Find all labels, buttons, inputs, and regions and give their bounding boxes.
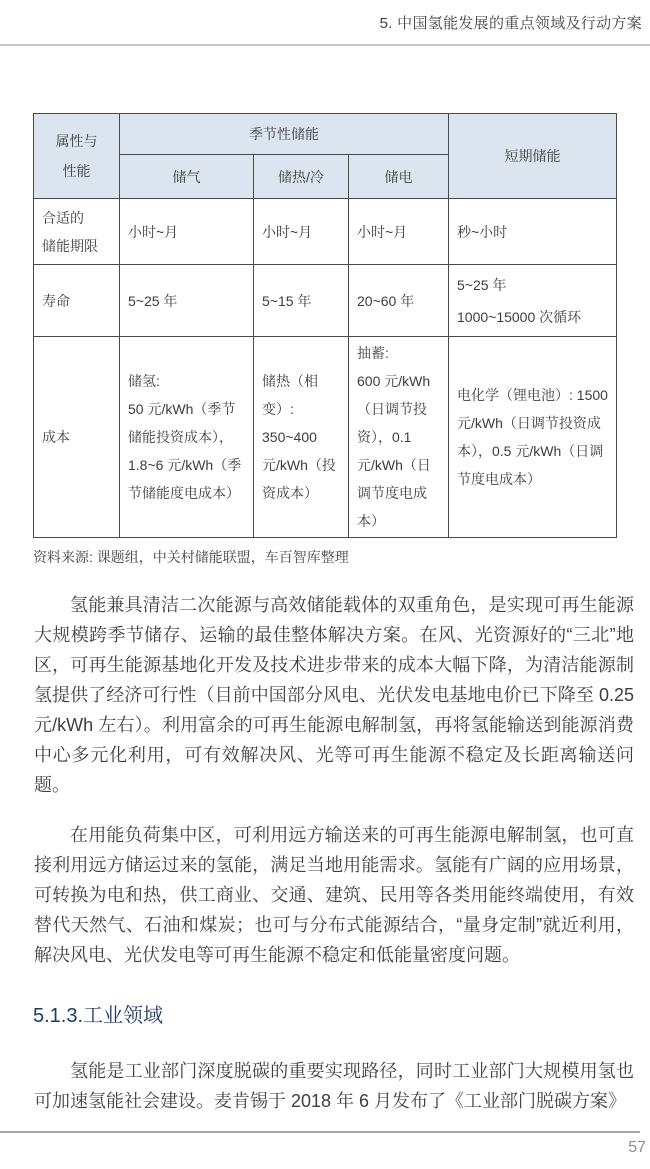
cell-duration-gas: 小时~月 [120,199,254,265]
page-number: 57 [628,1139,646,1156]
cell-lifetime-short-term-line1: 5~25 年 [457,276,507,293]
row-label-lifetime: 寿命 [34,265,120,337]
cell-lifetime-short-term-line2: 1000~15000 次循环 [457,308,582,325]
footer-rule [0,1131,640,1133]
header-gas-storage: 储气 [120,155,254,199]
cell-cost-electric-detail: 600 元/kWh（日调节投资），0.1 元/kWh（日调节度电成本） [357,373,431,529]
chapter-title: 5. 中国氢能发展的重点领域及行动方案 [379,15,642,32]
table-row-lifetime [34,265,617,337]
cell-cost-electric-title: 抽蓄: [357,345,389,361]
page-content [33,113,634,1116]
header-seasonal-storage: 季节性储能 [120,114,449,155]
cell-lifetime-electric: 20~60 年 [349,265,449,337]
header-rule [0,44,650,46]
cell-cost-heat-title: 储热（相变）: [262,373,318,417]
paragraph-hydrogen-dual-role: 氢能兼具清洁二次能源与高效储能载体的双重角色，是实现可再生能源大规模跨季节储存、运输的最佳整体解决方案。在风、光资源好的“三北”地区，可再生能源基地化开发及技术进步带来的成本大幅下降，为清洁能源制氢提供了经济可行性（目前中国部分风电、光伏发电基地电价已下降至 0.25 元/kWh 左右）。利用富余的可再生能源电解制氢，再将氢能输送到能源消费中心多元化利用，可有效解决风、光等可再生能源不稳定及长距离输送问题。 [34,595,634,795]
header-short-term-storage: 短期储能 [449,114,617,199]
cell-cost-gas [120,337,254,538]
header-electric-storage: 储电 [349,155,449,199]
paragraph-load-center: 在用能负荷集中区，可利用远方输送来的可再生能源电解制氢，也可直接利用远方储运过来的氢能，满足当地用能需求。氢能有广阔的应用场景，可转换为电和热，供工商业、交通、建筑、民用等各类用能终端使用，有效替代天然气、石油和煤炭；也可与分布式能源结合，“量身定制”就近利用，解决风电、光伏发电等可再生能源不稳定和低能量密度问题。 [34,825,634,965]
header-attribute [34,114,120,199]
page-running-header [0,0,650,33]
header-heat-storage: 储热/冷 [254,155,349,199]
table-header-group-row [34,114,617,155]
energy-storage-comparison-table [33,113,617,538]
cell-cost-gas-detail: 50 元/kWh（季节储能投资成本），1.8~6 元/kWh（季节储能度电成本） [128,401,242,501]
cell-cost-short-term: 电化学（锂电池）: 1500 元/kWh（日调节投资成本），0.5 元/kWh（日调节度电成本） [449,337,617,538]
table-row-duration [34,199,617,265]
cell-cost-heat [254,337,349,538]
cell-cost-gas-title: 储氢: [128,373,160,389]
table-row-cost [34,337,617,538]
paragraph-industry-decarbonization: 氢能是工业部门深度脱碳的重要实现路径，同时工业部门大规模用氢也可加速氢能社会建设。麦肯锡于 2018 年 6 月发布了《工业部门脱碳方案》 [34,1061,634,1111]
table-source-note: 资料来源: 课题组，中关村储能联盟，车百智库整理 [33,549,349,565]
header-attribute-line1: 属性与 [55,133,98,149]
cell-lifetime-short-term [449,265,617,337]
header-attribute-line2: 性能 [62,163,91,179]
cell-lifetime-heat: 5~15 年 [254,265,349,337]
cell-cost-electric [349,337,449,538]
cell-duration-electric: 小时~月 [349,199,449,265]
cell-duration-short-term: 秒~小时 [449,199,617,265]
row-label-cost: 成本 [34,337,120,538]
section-heading-industry: 5.1.3.工业领域 [33,1005,164,1027]
row-label-duration [34,199,120,265]
row-label-duration-line1: 合适的 [42,209,84,226]
cell-duration-heat: 小时~月 [254,199,349,265]
row-label-duration-line2: 储能期限 [42,237,98,254]
cell-cost-heat-detail: 350~400 元/kWh（投资成本） [262,429,336,501]
cell-lifetime-gas: 5~25 年 [120,265,254,337]
